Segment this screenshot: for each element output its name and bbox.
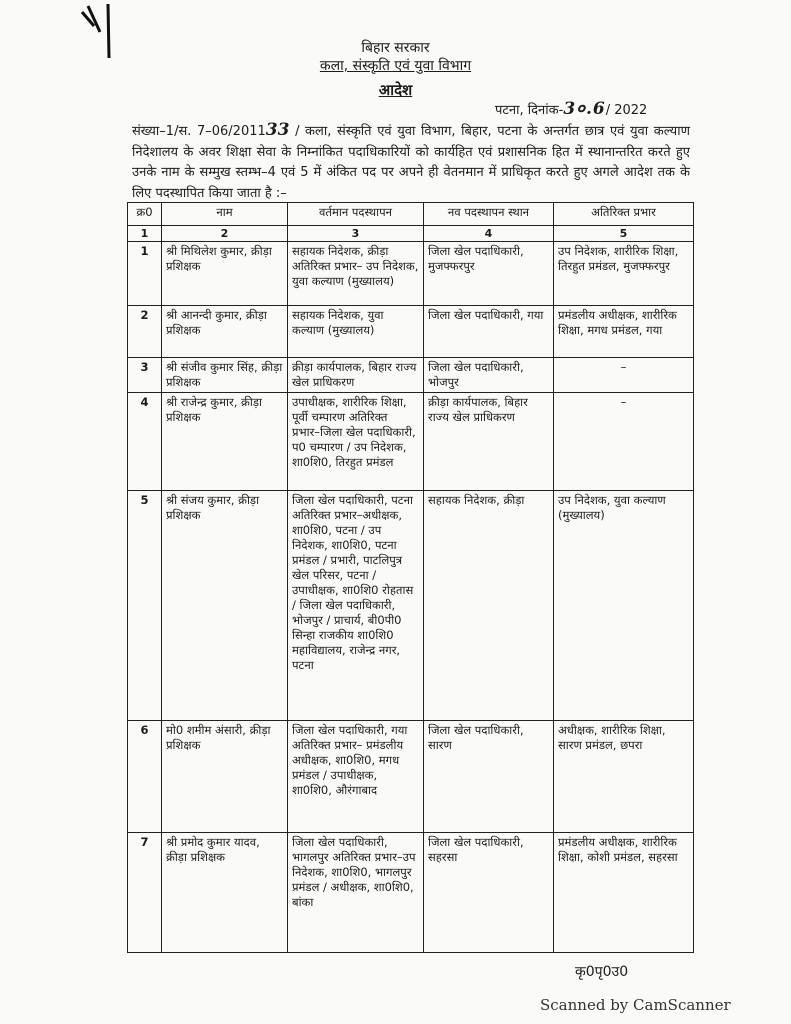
serial-cell: 3 xyxy=(128,358,162,393)
name-cell: श्री मिथिलेश कुमार, क्रीड़ा प्रशिक्षक xyxy=(162,242,288,306)
current-posting-cell: सहायक निदेशक, युवा कल्याण (मुख्यालय) xyxy=(288,306,424,358)
table-header-row xyxy=(128,203,694,226)
current-posting-cell: जिला खेल पदाधिकारी, गया अतिरिक्त प्रभार– प्रमंडलीय अधीक्षक, शा0शि0, मगध प्रमंडल / उपाधीक्षक, शा0शि0, औरंगाबाद xyxy=(288,721,424,833)
order-body-text: / कला, संस्कृति एवं युवा विभाग, बिहार, पटना के अन्तर्गत छात्र एवं युवा कल्याण निदेशालय के अवर शिक्षा सेवा के निम्नांकित पदाधिकारियों को कार्यहित एवं प्रशासनिक हित में स्थानान्तरित करते हुए उनके नाम के सम्मुख स्तम्भ–4 एवं 5 में अंकित पद पर अपने ही वेतनमान में प्राधिकृत करते हुए अगले आदेश तक के लिए पदस्थापित किया जाता है :– xyxy=(132,124,690,201)
serial-cell: 4 xyxy=(128,393,162,491)
name-cell: श्री आनन्दी कुमार, क्रीड़ा प्रशिक्षक xyxy=(162,306,288,358)
table-row xyxy=(128,491,694,721)
name-cell: श्री प्रमोद कुमार यादव, क्रीड़ा प्रशिक्षक xyxy=(162,833,288,953)
column-number: 1 xyxy=(128,226,162,242)
handwritten-order-number: 33 xyxy=(265,120,290,140)
new-posting-cell: सहायक निदेशक, क्रीड़ा xyxy=(424,491,554,721)
table-row xyxy=(128,393,694,491)
name-cell: श्री संजीव कुमार सिंह, क्रीड़ा प्रशिक्षक xyxy=(162,358,288,393)
current-posting-cell: जिला खेल पदाधिकारी, पटना अतिरिक्त प्रभार–अधीक्षक, शा0शि0, पटना / उप निदेशक, शा0शि0, पटना प्रमंडल / प्रभारी, पाटलिपुत्र खेल परिसर, पटना / उपाधीक्षक, शा0शि0 रोहतास / जिला खेल पदाधिकारी, भोजपुर / प्राचार्य, बी0पी0 सिन्हा राजकीय शा0शि0 महाविद्यालय, राजेन्द्र नगर, पटना xyxy=(288,491,424,721)
column-number-row xyxy=(128,226,694,242)
name-cell: श्री राजेन्द्र कुमार, क्रीड़ा प्रशिक्षक xyxy=(162,393,288,491)
table-row xyxy=(128,721,694,833)
handwritten-date: 3०.6 xyxy=(563,99,606,119)
serial-cell: 1 xyxy=(128,242,162,306)
additional-charge-cell: – xyxy=(554,358,694,393)
header-name: नाम xyxy=(162,203,288,226)
serial-cell: 7 xyxy=(128,833,162,953)
header-new-posting: नव पदस्थापन स्थान xyxy=(424,203,554,226)
new-posting-cell: जिला खेल पदाधिकारी, मुजफ्फरपुर xyxy=(424,242,554,306)
new-posting-cell: जिला खेल पदाधिकारी, सारण xyxy=(424,721,554,833)
column-number: 3 xyxy=(288,226,424,242)
current-posting-cell: उपाधीक्षक, शारीरिक शिक्षा, पूर्वी चम्पारण अतिरिक्त प्रभार–जिला खेल पदाधिकारी, प0 चम्पारण / उप निदेशक, शा0शि0, तिरहुत प्रमंडल xyxy=(288,393,424,491)
new-posting-cell: जिला खेल पदाधिकारी, सहरसा xyxy=(424,833,554,953)
order-intro xyxy=(132,120,690,204)
turn-over-note: कृ0पृ0उ0 xyxy=(575,964,629,980)
order-title: आदेश xyxy=(378,81,413,99)
place-date-prefix: पटना, दिनांक- xyxy=(495,103,564,118)
additional-charge-cell: – xyxy=(554,393,694,491)
column-number: 5 xyxy=(554,226,694,242)
table-row xyxy=(128,242,694,306)
additional-charge-cell: प्रमंडलीय अधीक्षक, शारीरिक शिक्षा, कोशी प्रमंडल, सहरसा xyxy=(554,833,694,953)
date-year: / 2022 xyxy=(605,103,648,118)
table-row xyxy=(128,833,694,953)
posting-table xyxy=(127,202,694,953)
column-number: 4 xyxy=(424,226,554,242)
new-posting-cell: क्रीड़ा कार्यपालक, बिहार राज्य खेल प्राधिकरण xyxy=(424,393,554,491)
name-cell: मो0 शमीम अंसारी, क्रीड़ा प्रशिक्षक xyxy=(162,721,288,833)
serial-cell: 5 xyxy=(128,491,162,721)
current-posting-cell: जिला खेल पदाधिकारी, भागलपुर अतिरिक्त प्रभार–उप निदेशक, शा0शि0, भागलपुर प्रमंडल / अधीक्षक, शा0शि0, बांका xyxy=(288,833,424,953)
header-current-posting: वर्तमान पदस्थापन xyxy=(288,203,424,226)
new-posting-cell: जिला खेल पदाधिकारी, भोजपुर xyxy=(424,358,554,393)
serial-cell: 6 xyxy=(128,721,162,833)
new-posting-cell: जिला खेल पदाधिकारी, गया xyxy=(424,306,554,358)
additional-charge-cell: अधीक्षक, शारीरिक शिक्षा, सारण प्रमंडल, छपरा xyxy=(554,721,694,833)
header-additional-charge: अतिरिक्त प्रभार xyxy=(554,203,694,226)
name-cell: श्री संजय कुमार, क्रीड़ा प्रशिक्षक xyxy=(162,491,288,721)
serial-cell: 2 xyxy=(128,306,162,358)
table-row xyxy=(128,358,694,393)
table-row xyxy=(128,306,694,358)
place-date xyxy=(495,96,647,119)
government-name: बिहार सरकार xyxy=(361,40,430,56)
current-posting-cell: क्रीड़ा कार्यपालक, बिहार राज्य खेल प्राधिकरण xyxy=(288,358,424,393)
order-number-prefix: संख्या–1/स. 7–06/2011 xyxy=(132,124,266,139)
department-name: कला, संस्कृति एवं युवा विभाग xyxy=(319,58,472,74)
column-number: 2 xyxy=(162,226,288,242)
current-posting-cell: सहायक निदेशक, क्रीड़ा अतिरिक्त प्रभार– उप निदेशक, युवा कल्याण (मुख्यालय) xyxy=(288,242,424,306)
additional-charge-cell: उप निदेशक, शारीरिक शिक्षा, तिरहुत प्रमंडल, मुजफ्फरपुर xyxy=(554,242,694,306)
scanner-watermark: Scanned by CamScanner xyxy=(540,996,731,1014)
additional-charge-cell: उप निदेशक, युवा कल्याण (मुख्यालय) xyxy=(554,491,694,721)
header-serial: क्र0 xyxy=(128,203,162,226)
additional-charge-cell: प्रमंडलीय अधीक्षक, शारीरिक शिक्षा, मगध प्रमंडल, गया xyxy=(554,306,694,358)
